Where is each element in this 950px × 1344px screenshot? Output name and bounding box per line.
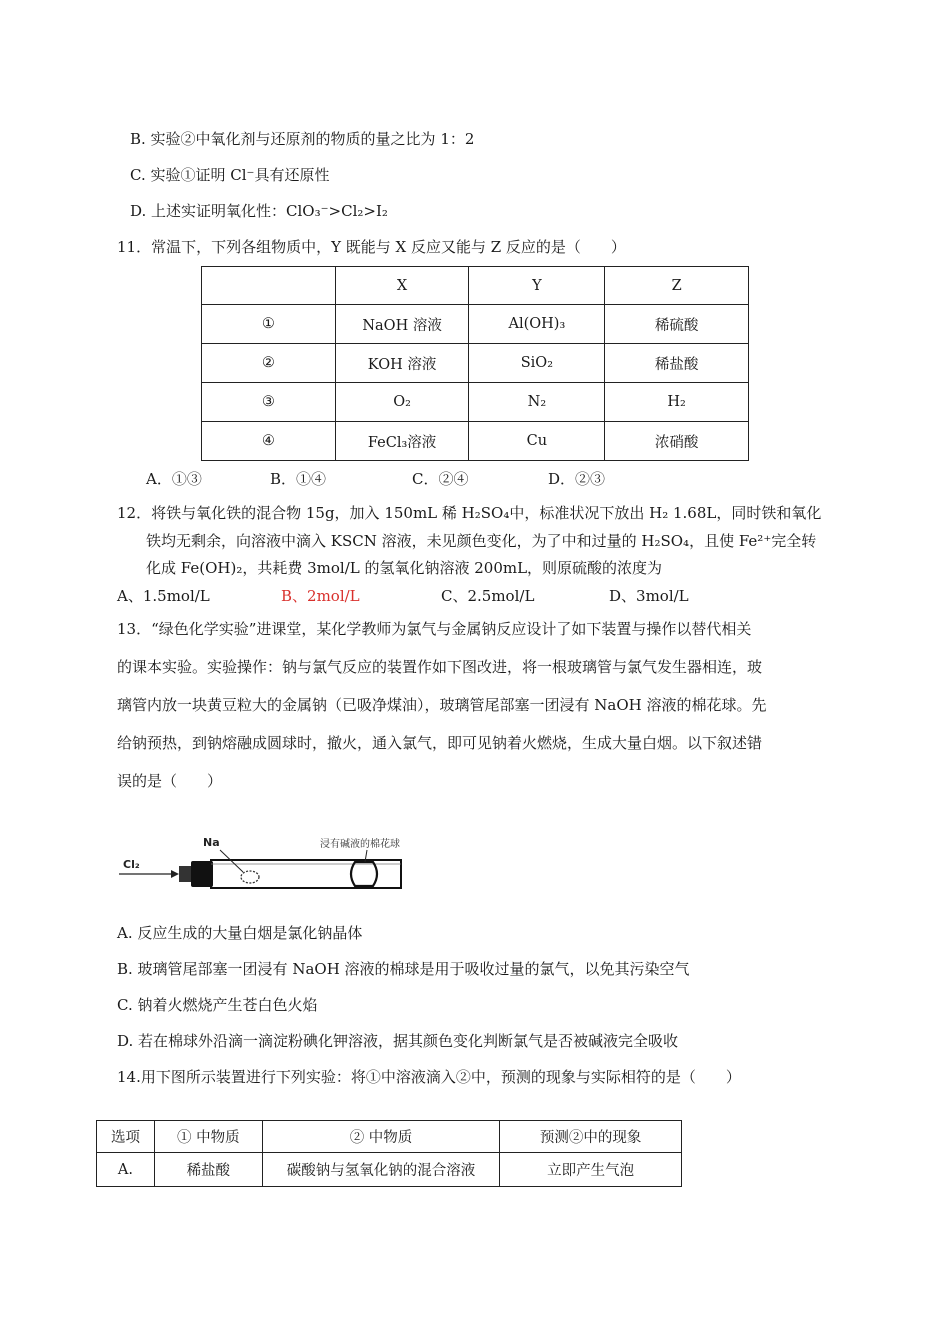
q14-header-cell: 预测②中的现象 — [500, 1121, 682, 1153]
q12-option-b: B、2mol/L — [281, 587, 360, 605]
table-cell: 碳酸钠与氢氧化钠的混合溶液 — [262, 1153, 500, 1187]
q14-header-row — [97, 1121, 682, 1153]
q14-header-cell: 选项 — [97, 1121, 155, 1153]
q12-line-1: 12．将铁与氧化铁的混合物 15g，加入 150mL 稀 H₂SO₄中，标准状况下放出 H₂ 1.68L，同时铁和氧化 — [117, 504, 822, 522]
table-cell: 稀硫酸 — [605, 305, 749, 344]
q12-option-d: D、3mol/L — [609, 587, 689, 605]
q10-option-d: D. 上述实证明氧化性：ClO₃⁻>Cl₂>I₂ — [130, 202, 388, 220]
cotton-label: 浸有碱液的棉花球 — [320, 839, 400, 850]
q13-line-4: 给钠预热，到钠熔融成圆球时，撤火，通入氯气，即可见钠着火燃烧，生成大量白烟。以下叙述错 — [117, 734, 763, 752]
table-cell: Cu — [469, 422, 605, 461]
q14-table — [96, 1120, 682, 1187]
table-row — [202, 422, 749, 461]
table-cell: 立即产生气泡 — [500, 1153, 682, 1187]
q13-line-3: 璃管内放一块黄豆粒大的金属钠（已吸净煤油），玻璃管尾部塞一团浸有 NaOH 溶液的棉花球。先 — [117, 696, 767, 714]
q12-option-c: C、2.5mol/L — [441, 587, 535, 605]
table-cell: O₂ — [335, 383, 469, 422]
q13-option-d: D. 若在棉球外沿滴一滴淀粉碘化钾溶液，据其颜色变化判断氯气是否被碱液完全吸收 — [117, 1032, 679, 1050]
arrow-head-icon — [171, 870, 179, 878]
q12-option-a: A、1.5mol/L — [117, 587, 210, 605]
q14-header-cell: ② 中物质 — [262, 1121, 500, 1153]
table-cell: KOH 溶液 — [335, 344, 469, 383]
q10-option-b: B. 实验②中氧化剂与还原剂的物质的量之比为 1：2 — [130, 130, 475, 148]
q11-header-cell: Y — [469, 267, 605, 305]
q13-option-c: C. 钠着火燃烧产生苍白色火焰 — [117, 996, 318, 1014]
table-cell: NaOH 溶液 — [335, 305, 469, 344]
q11-header-cell — [202, 267, 336, 305]
table-cell: ④ — [202, 422, 336, 461]
table-cell: 稀盐酸 — [154, 1153, 262, 1187]
q14-stem: 14.用下图所示装置进行下列实验：将①中溶液滴入②中，预测的现象与实际相符的是（ ） — [117, 1068, 741, 1086]
q11-option-a: A．①③ — [146, 470, 202, 488]
q11-stem: 11．常温下，下列各组物质中，Y 既能与 X 反应又能与 Z 反应的是（ ） — [117, 238, 626, 256]
cotton-ball — [351, 862, 377, 886]
cl2-label: Cl₂ — [123, 858, 140, 871]
table-row — [202, 344, 749, 383]
q11-table — [201, 266, 749, 461]
na-label: Na — [203, 836, 220, 849]
table-cell: FeCl₃溶液 — [335, 422, 469, 461]
q13-line-2: 的课本实验。实验操作：钠与氯气反应的装置作如下图改进，将一根玻璃管与氯气发生器相连，玻 — [117, 658, 763, 676]
q11-option-b: B．①④ — [270, 470, 327, 488]
q13-line-1: 13．“绿色化学实验”进课堂，某化学教师为氯气与金属钠反应设计了如下装置与操作以替代相关 — [117, 620, 752, 638]
q11-header-cell: X — [335, 267, 469, 305]
q13-option-a: A. 反应生成的大量白烟是氯化钠晶体 — [117, 924, 363, 942]
table-row — [202, 305, 749, 344]
table-cell: SiO₂ — [469, 344, 605, 383]
q12-options — [117, 585, 689, 606]
q12-line-3: 化成 Fe(OH)₂，共耗费 3mol/L 的氢氧化钠溶液 200mL，则原硫酸的浓度为 — [146, 559, 663, 577]
q10-option-c: C. 实验①证明 Cl⁻具有还原性 — [130, 166, 330, 184]
apparatus-diagram — [115, 828, 435, 900]
q14-header-cell: ① 中物质 — [154, 1121, 262, 1153]
table-cell: A. — [97, 1153, 155, 1187]
table-cell: ③ — [202, 383, 336, 422]
table-cell: N₂ — [469, 383, 605, 422]
q11-options — [146, 468, 605, 489]
q13-option-b: B. 玻璃管尾部塞一团浸有 NaOH 溶液的棉球是用于吸收过量的氯气，以免其污染空气 — [117, 960, 690, 978]
table-row — [202, 383, 749, 422]
q11-header-cell: Z — [605, 267, 749, 305]
table-cell: Al(OH)₃ — [469, 305, 605, 344]
q11-header-row — [202, 267, 749, 305]
rubber-stopper — [191, 861, 213, 887]
table-cell: H₂ — [605, 383, 749, 422]
q11-option-d: D．②③ — [548, 470, 606, 488]
table-cell: ② — [202, 344, 336, 383]
q13-line-5: 误的是（ ） — [117, 772, 223, 790]
table-row — [97, 1153, 682, 1187]
table-cell: ① — [202, 305, 336, 344]
sodium-piece — [241, 871, 259, 883]
inlet-tube — [179, 866, 193, 882]
q12-line-2: 铁均无剩余，向溶液中滴入 KSCN 溶液，未见颜色变化，为了中和过量的 H₂SO₄，且使 Fe²⁺完全转 — [146, 532, 817, 550]
table-cell: 浓硝酸 — [605, 422, 749, 461]
q11-option-c: C．②④ — [412, 470, 469, 488]
table-cell: 稀盐酸 — [605, 344, 749, 383]
